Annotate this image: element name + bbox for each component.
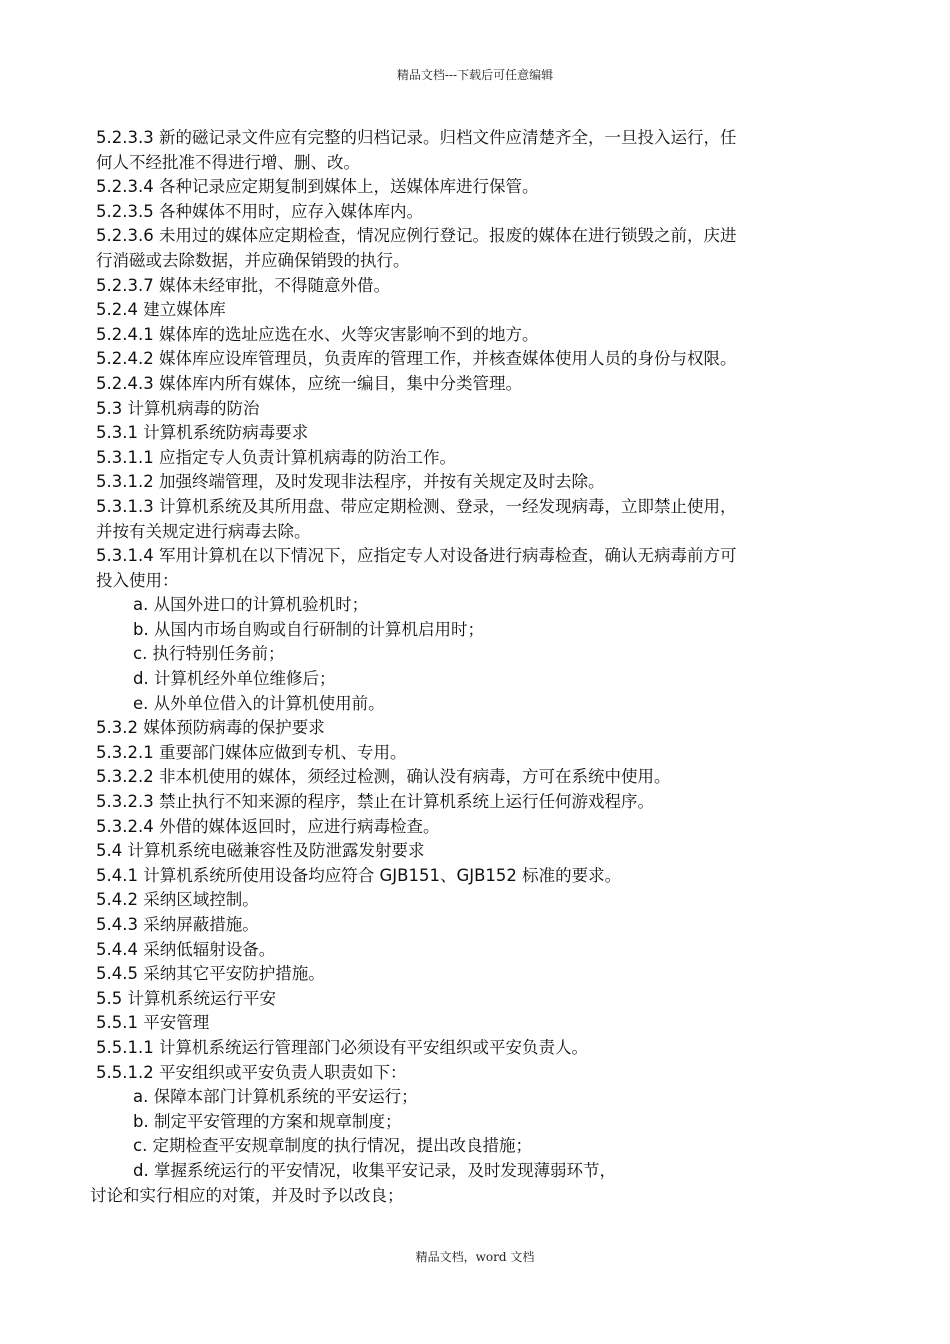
section-heading: 5.4 计算机系统电磁兼容性及防泄露发射要求 — [96, 841, 425, 861]
list-item: c. 定期检查平安规章制度的执行情况，提出改良措施； — [133, 1136, 533, 1156]
list-item: a. 保障本部门计算机系统的平安运行； — [133, 1087, 418, 1107]
text-line: 5.2.3.3 新的磁记录文件应有完整的归档记录。归档文件应清楚齐全，一旦投入运行，任 — [96, 128, 737, 147]
text-line: 5.4.3 采纳屏蔽措施。 — [96, 915, 259, 934]
text-line: 5.2.3.7 媒体未经审批，不得随意外借。 — [96, 275, 390, 295]
text-line: 5.2.4.2 媒体库应设库管理员，负责库的管理工作，并核查媒体使用人员的身份与权限。 — [96, 349, 737, 369]
text-line: 5.4.5 采纳其它平安防护措施。 — [96, 964, 325, 984]
section-heading: 5.3.1 计算机系统防病毒要求 — [96, 423, 309, 443]
text-line: 5.3.2.2 非本机使用的媒体，须经过检测，确认没有病毒，方可在系统中使用。 — [96, 767, 671, 787]
text-line: 5.4.1 计算机系统所使用设备均应符合 GJB151、GJB152 标准的要求。 — [96, 865, 622, 885]
list-item: c. 执行特别任务前； — [133, 644, 285, 664]
section-heading: 5.2.4 建立媒体库 — [96, 300, 226, 320]
text-line: 5.3.1.4 军用计算机在以下情况下，应指定专人对设备进行病毒检查，确认无病毒前方可 — [96, 546, 737, 566]
section-heading: 5.5 计算机系统运行平安 — [96, 988, 276, 1008]
text-line: 5.4.2 采纳区域控制。 — [96, 890, 259, 910]
list-item: d. 掌握系统运行的平安情况，收集平安记录，及时发现薄弱环节， — [133, 1160, 616, 1180]
text-line: 5.3.2.4 外借的媒体返回时，应进行病毒检查。 — [96, 816, 440, 836]
list-item: e. 从外单位借入的计算机使用前。 — [133, 693, 385, 713]
text-line: 5.2.4.3 媒体库内所有媒体，应统一编目，集中分类管理。 — [96, 373, 522, 393]
text-line: 行消磁或去除数据，并应确保销毁的执行。 — [96, 250, 410, 270]
text-line: 5.3.1.2 加强终端管理，及时发现非法程序，并按有关规定及时去除。 — [96, 472, 605, 492]
text-line: 5.3.1.1 应指定专人负责计算机病毒的防治工作。 — [96, 447, 456, 467]
text-line: 5.2.3.5 各种媒体不用时，应存入媒体库内。 — [96, 201, 423, 221]
list-item: b. 从国内市场自购或自行研制的计算机启用时； — [133, 619, 484, 639]
text-line: 并按有关规定进行病毒去除。 — [96, 521, 311, 541]
section-heading: 5.3 计算机病毒的防治 — [96, 398, 260, 418]
section-heading: 5.3.2 媒体预防病毒的保护要求 — [96, 718, 325, 738]
document-body — [90, 126, 846, 1208]
text-line: 讨论和实行相应的对策，并及时予以改良； — [90, 1185, 404, 1205]
list-item: d. 计算机经外单位维修后； — [133, 669, 336, 689]
text-line: 5.5.1.2 平安组织或平安负责人职责如下： — [96, 1062, 407, 1082]
section-heading: 5.5.1 平安管理 — [96, 1013, 210, 1033]
text-line: 5.2.3.4 各种记录应定期复制到媒体上，送媒体库进行保管。 — [96, 177, 539, 197]
list-item: b. 制定平安管理的方案和规章制度； — [133, 1111, 402, 1131]
text-line: 5.3.2.3 禁止执行不知来源的程序，禁止在计算机系统上运行任何游戏程序。 — [96, 792, 654, 812]
text-line: 5.2.4.1 媒体库的选址应选在水、火等灾害影响不到的地方。 — [96, 324, 539, 344]
text-line: 5.3.1.3 计算机系统及其所用盘、带应定期检测、登录，一经发现病毒，立即禁止使用， — [96, 496, 737, 516]
page-header: 精品文档---下载后可任意编辑 — [396, 68, 554, 82]
list-item: a. 从国外进口的计算机验机时； — [133, 595, 369, 615]
text-line: 5.4.4 采纳低辐射设备。 — [96, 939, 276, 959]
text-line: 何人不经批准不得进行增、删、改。 — [96, 152, 360, 172]
text-line: 5.3.2.1 重要部门媒体应做到专机、专用。 — [96, 742, 407, 762]
page-footer: 精品文档，word 文档 — [415, 1250, 535, 1264]
text-line: 投入使用： — [96, 570, 179, 590]
text-line: 5.5.1.1 计算机系统运行管理部门必须设有平安组织或平安负责人。 — [96, 1037, 588, 1057]
text-line: 5.2.3.6 未用过的媒体应定期检查，情况应例行登记。报废的媒体在进行锁毁之前，庆进 — [96, 226, 737, 246]
